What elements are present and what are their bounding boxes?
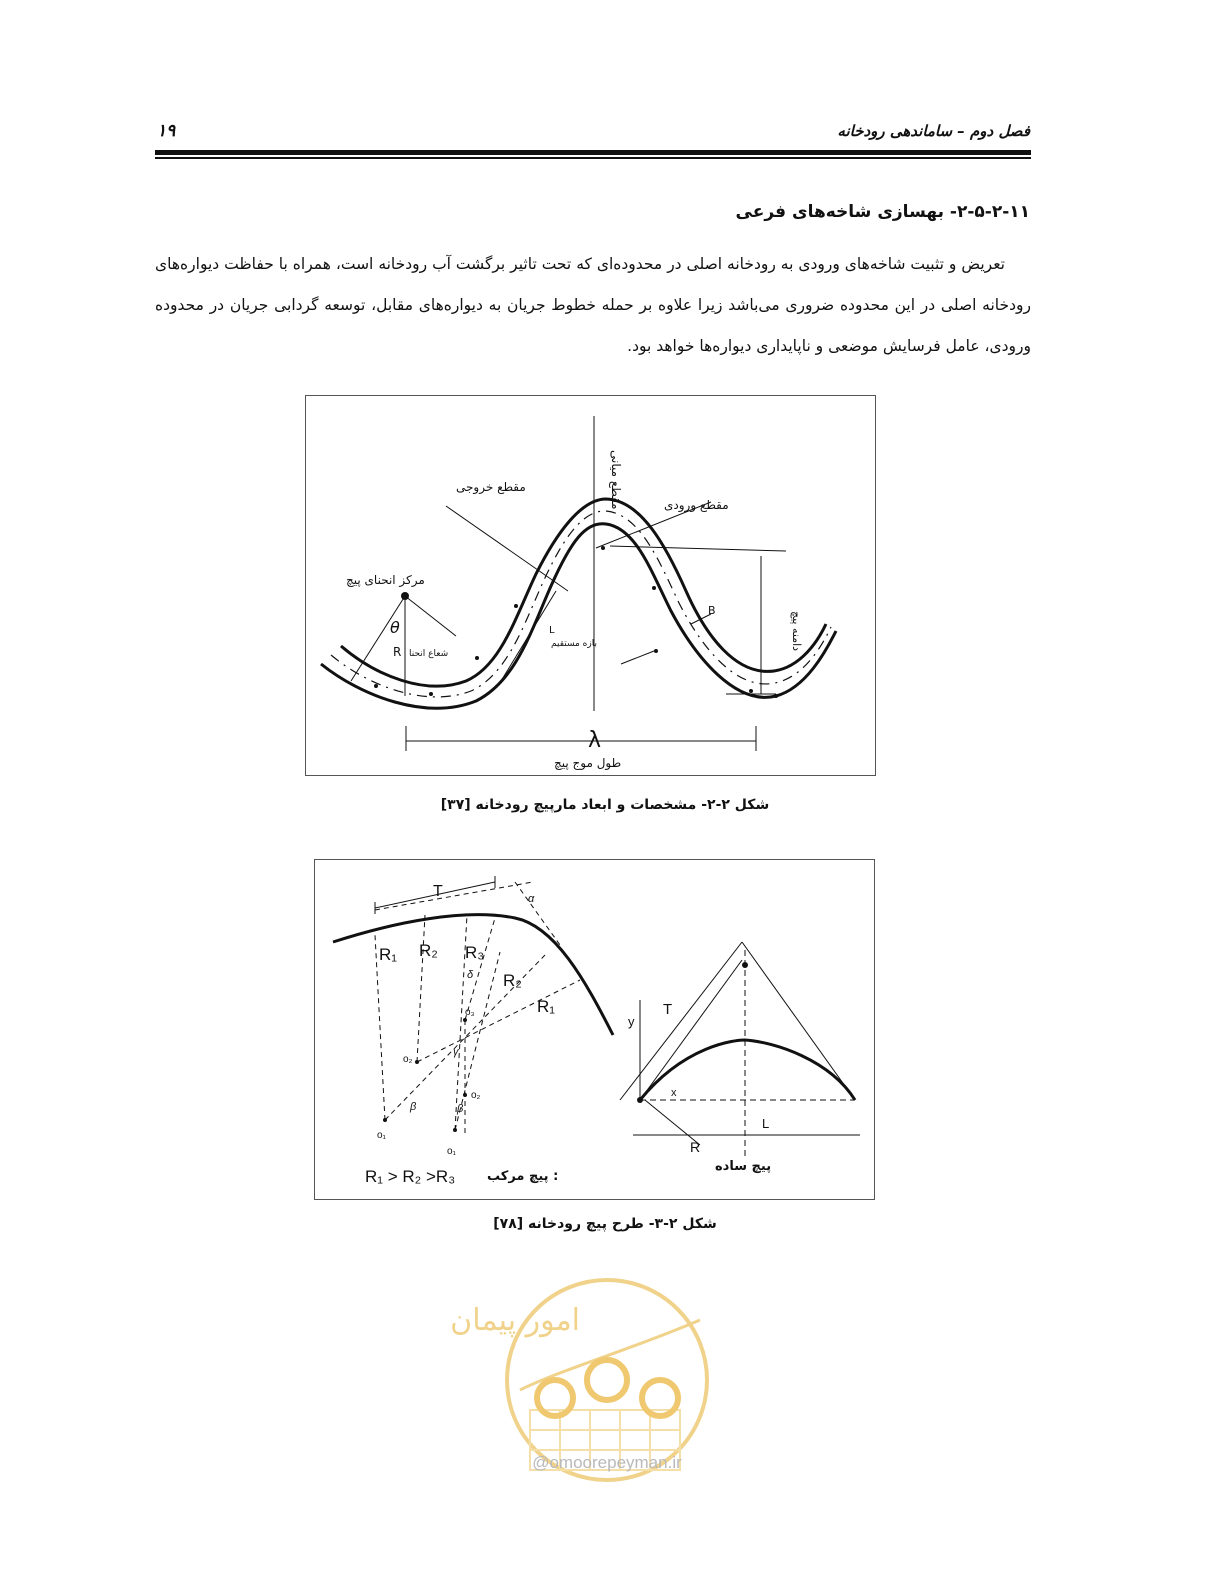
bend-design-diagram [315,860,876,1201]
page-header [155,118,1030,146]
fig2-R: R [690,1139,701,1155]
fig2-R2-left: R₂ [419,941,438,960]
fig2-alpha: α [528,893,535,905]
fig1-wavelength-label: طول موج پیچ [554,756,622,770]
fig2-beta-left: β [410,1101,417,1113]
chapter-title: فصل دوم – ساماندهی رودخانه [837,122,1030,140]
fig2-delta: δ [467,969,474,981]
meander-diagram [306,396,877,777]
fig2-L: L [762,1116,770,1131]
fig2-O1-right: o₁ [447,1146,456,1157]
page-number: ۱۹ [157,121,176,141]
fig1-middle-label: مقطع میانی [609,450,623,510]
fig2-beta-right: β [457,1103,464,1115]
fig1-R: R [393,645,402,659]
fig1-radius-label: شعاع انحنا [409,649,449,659]
meander-figure [305,395,876,776]
fig2-compound-label: پیچ مرکب : [487,1169,559,1184]
figure2-caption: شکل ۲-۳- طرح پیچ رودخانه [۷۸] [493,1216,717,1232]
fig2-compound-formula: R₁ > R₂ >R₃ [365,1167,456,1186]
header-rule-thick [155,150,1031,155]
fig2-O1-left: o₁ [377,1130,386,1141]
watermark-url: @omoorepeyman.ir [532,1453,682,1472]
watermark-emblem [450,1280,715,1480]
fig2-T-right: T [663,1001,673,1018]
fig1-B: B [708,604,716,617]
fig2-T-top: T [433,883,443,900]
fig1-L: L [549,625,555,636]
watermark-logo-text: امور پیمان [450,1303,580,1338]
fig1-center-label: مرکز انحنای پیچ [346,573,425,587]
section-title: ۲-۵-۲-۱۱- بهسازی شاخه‌های فرعی [735,202,1030,222]
fig1-amplitude-label: دامنه پیچ [790,611,803,652]
fig2-R1-left: R₁ [379,945,398,964]
fig2-gamma: γ [453,1046,459,1058]
fig2-O3: o₃ [465,1007,475,1018]
watermark-logo [450,1280,715,1480]
fig1-lambda: λ [588,728,602,753]
fig1-inlet-label: مقطع ورودی [664,498,729,512]
fig2-O2-right: o₂ [471,1090,481,1101]
header-rule-thin [155,157,1031,159]
fig2-O2-left: o₂ [403,1054,413,1065]
fig2-R2-right: R₂ [503,971,522,990]
bend-design-figure [314,859,875,1200]
fig2-x: x [671,1087,677,1099]
fig1-theta: θ [390,618,400,637]
figure1-caption: شکل ۲-۲- مشخصات و ابعاد مارپیچ رودخانه [۳۷] [440,797,770,813]
fig2-R3: R₃ [465,943,485,962]
fig2-R1-right: R₁ [537,997,556,1016]
fig1-straight-label: بازه مستقیم [551,639,597,649]
fig2-y: y [628,1014,635,1029]
fig1-outlet-label: مقطع خروجی [456,480,526,494]
fig2-simple-label: پیچ ساده [715,1159,772,1174]
section-paragraph: تعریض و تثبیت شاخه‌های ورودی به رودخانه اصلی در محدوده‌ای که تحت تاثیر برگشت آب رودخانه است، همراه با حفاظت دیواره‌های رودخانه اصلی در این محدوده ضروری می‌باشد زیرا علاوه بر حمله خطوط جریان به دیواره‌های مقابل، توسعه گردابی جریان در محدوده ورودی، عامل فرسایش موضعی و ناپایداری دیواره‌ها خواهد بود. [155,255,1031,355]
